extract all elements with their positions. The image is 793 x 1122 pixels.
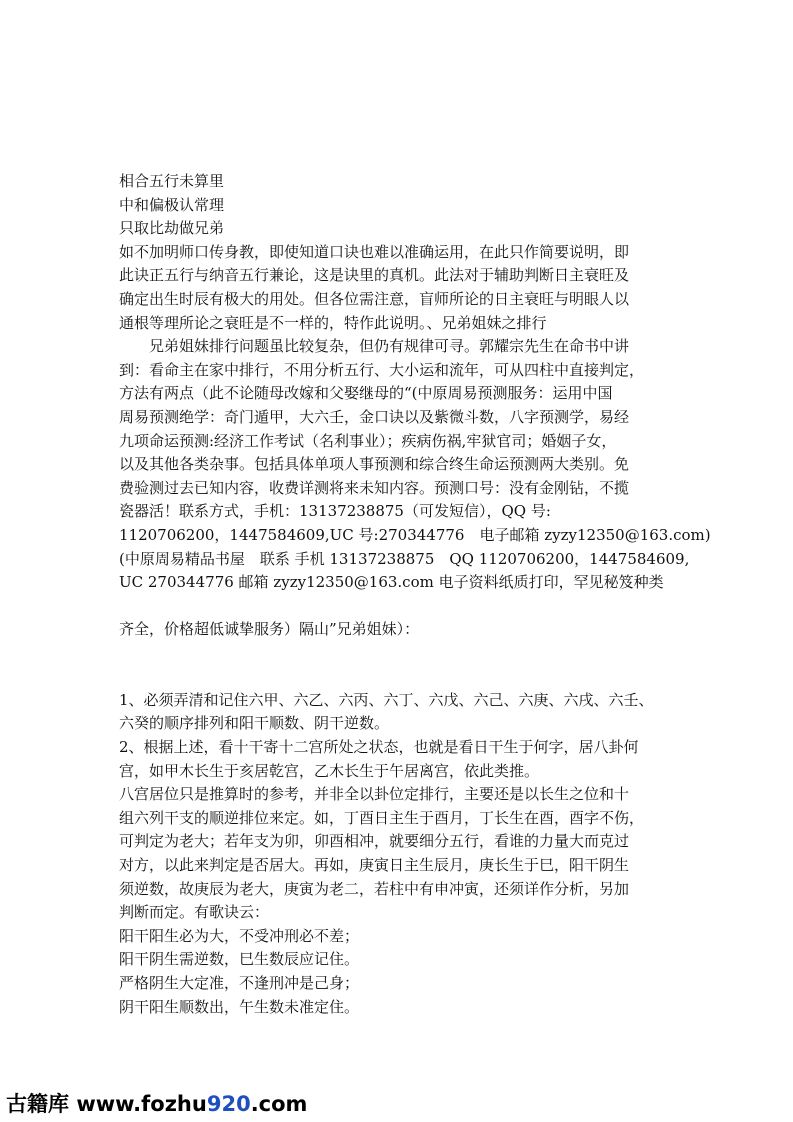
- heading-line: 中和偏极认常理: [119, 195, 225, 214]
- text-line: 九项命运预测:经济工作考试（名利事业）；疾病伤祸,牢狱官司；婚姻子女，: [119, 431, 617, 450]
- watermark-url-number: 920: [206, 1092, 251, 1116]
- site-watermark: [6, 1088, 307, 1118]
- heading-line: 相合五行未算里: [119, 172, 225, 190]
- text-line: 此诀正五行与纳音五行兼论，这是诀里的真机。此法对于辅助判断日主衰旺及: [119, 266, 630, 285]
- blank-line: [119, 642, 679, 689]
- heading-verse: [119, 170, 679, 241]
- text-line: 瓷器活！联系方式，手机：13137238875（可发短信），QQ 号:: [119, 502, 551, 521]
- text-line: 1120706200，1447584609,UC 号:270344776 电子邮箱 zyzy12350@163.com): [119, 525, 711, 544]
- verse-section: [119, 925, 679, 1019]
- text-line: 周易预测绝学：奇门遁甲，大六壬，金口诀以及紫微斗数，八字预测学，易经: [119, 407, 630, 426]
- text-line: 确定出生时辰有极大的用处。但各位需注意，盲师所论的日主衰旺与明眼人以: [119, 289, 630, 308]
- text-line: 方法有两点（此不论随母改嫁和父娶继母的“(中原周易预测服务：运用中国: [119, 384, 613, 403]
- text-line: 判断而定。有歌诀云：: [119, 903, 270, 922]
- text-line: 可判定为老大；若年支为卯，卯酉相冲，就要细分五行，看谁的力量大而克过: [119, 832, 630, 851]
- watermark-url-prefix: www.fozhu: [76, 1092, 207, 1116]
- text-line: 1、必须弄清和记住六甲、六乙、六丙、六丁、六戊、六己、六庚、六戌、六壬、: [119, 690, 654, 709]
- text-line: 对方，以此来判定是否居大。再如，庚寅日主生辰月，庚长生于巳，阳干阴生: [119, 856, 630, 875]
- intro-paragraph: [119, 241, 679, 335]
- text-line: 通根等理所论之衰旺是不一样的，特作此说明。、兄弟姐妹之排行: [119, 313, 547, 332]
- rules-section: [119, 689, 679, 925]
- text-line: 组六列干支的顺逆排位来定。如，丁酉日主生于酉月，丁长生在酉，酉字不伤，: [119, 808, 645, 827]
- text-line: 到：看命主在家中排行，不用分析五行、大小运和流年，可从四柱中直接判定，: [119, 360, 645, 379]
- text-line: 2、根据上述，看十干寄十二宫所处之状态，也就是看日干生于何字，居八卦何: [119, 738, 639, 757]
- verse-line: 阳干阴生需逆数，巳生数辰应记住。: [119, 950, 360, 969]
- watermark-url-suffix: .com: [250, 1092, 308, 1116]
- closing-line: 齐全，价格超低诚挚服务）隔山”兄弟姐妹）：: [119, 620, 420, 639]
- text-line: 宫，如甲木长生于亥居乾宫，乙木长生于午居离宫，依此类推。: [119, 761, 540, 780]
- blank-line: [119, 595, 679, 619]
- text-line: 八宫居位只是推算时的参考，并非全以卦位定排行，主要还是以长生之位和十: [119, 785, 630, 804]
- text-line: 以及其他各类杂事。包括具体单项人事预测和综合终生命运预测两大类别。免: [119, 455, 630, 474]
- verse-line: 阳干阳生必为大，不受冲刑必不差；: [119, 926, 360, 945]
- watermark-brand: 古籍库: [6, 1092, 69, 1116]
- text-line: 费验测过去已知内容，收费详测将来未知内容。预测口号：没有金刚钻，不揽: [119, 478, 630, 497]
- text-line: 须逆数，故庚辰为老大，庚寅为老二，若柱中有申冲寅，还须详作分析，另加: [119, 879, 630, 898]
- document-body: [119, 170, 711, 1019]
- text-line: (中原周易精品书屋 联系 手机 13137238875 QQ 1120706200，1447584609,: [119, 549, 690, 568]
- text-line: 六癸的顺序排列和阳干顺数、阴干逆数。: [119, 714, 390, 733]
- text-line: 如不加明师口传身教，即使知道口诀也难以准确运用，在此只作简要说明，即: [119, 242, 630, 261]
- main-paragraph: [119, 335, 711, 595]
- heading-line: 只取比劫做兄弟: [119, 219, 225, 238]
- verse-line: 严格阴生大定准，不逢刑冲是己身；: [119, 974, 360, 992]
- verse-line: 阴干阳生顺数出，午生数未准定住。: [119, 997, 360, 1016]
- text-line: 兄弟姐妹排行问题虽比较复杂，但仍有规律可寻。郭耀宗先生在命书中讲: [149, 337, 630, 356]
- text-line: UC 270344776 邮箱 zyzy12350@163.com 电子资料纸质打印，罕见秘笈种类: [119, 573, 664, 592]
